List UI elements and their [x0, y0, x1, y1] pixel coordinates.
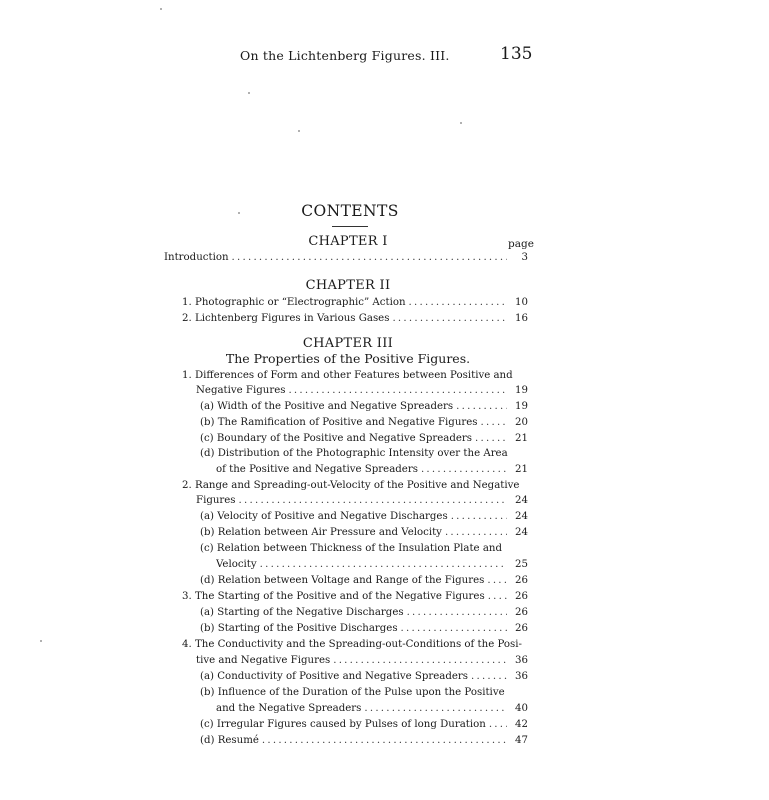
toc-entry — [200, 574, 528, 588]
toc-entry-text: (b) Starting of the Positive Discharges — [200, 623, 398, 634]
scan-speck — [460, 122, 462, 124]
dot-leader — [407, 606, 507, 620]
toc-entry-line: 4. The Conductivity and the Spreading-out-Conditions of the Posi- — [182, 639, 522, 650]
scan-speck — [40, 640, 42, 642]
dot-leader — [260, 558, 507, 572]
toc-entry — [200, 734, 528, 748]
toc-entry-page: 3 — [521, 252, 528, 263]
toc-entry-page: 36 — [515, 655, 528, 666]
toc-entry — [196, 494, 528, 508]
dot-leader — [239, 494, 507, 508]
toc-entry — [182, 312, 528, 326]
toc-entry — [196, 654, 528, 668]
toc-entry — [200, 526, 528, 540]
toc-entry-text: Negative Figures — [196, 385, 286, 396]
toc-entry-line: (c) Relation between Thickness of the Insulation Plate and — [200, 543, 502, 554]
toc-entry-page: 26 — [515, 623, 528, 634]
dot-leader — [487, 574, 507, 588]
toc-entry — [200, 670, 528, 684]
toc-entry-page: 19 — [515, 401, 528, 412]
toc-entry-text: 1. Photographic or “Electrographic” Action — [182, 297, 406, 308]
toc-entry-page: 21 — [515, 433, 528, 444]
dot-leader — [471, 670, 507, 684]
dot-leader — [333, 654, 507, 668]
scan-speck — [160, 8, 162, 10]
toc-entry-text: (d) Relation between Voltage and Range of the Figures — [200, 575, 485, 586]
toc-entry-page: 42 — [515, 719, 528, 730]
toc-entry-introduction — [164, 251, 528, 265]
dot-leader — [288, 384, 507, 398]
toc-entry — [216, 558, 528, 572]
title-rule — [332, 226, 368, 227]
toc-entry-text: (d) Resumé — [200, 735, 259, 746]
page-number: 135 — [500, 44, 533, 64]
toc-entry-page: 24 — [515, 527, 528, 538]
dot-leader — [489, 718, 507, 732]
toc-entry-line: 2. Range and Spreading-out-Velocity of the Positive and Negative — [182, 480, 520, 491]
toc-entry-text: tive and Negative Figures — [196, 655, 331, 666]
dot-leader — [232, 251, 507, 265]
toc-entry — [182, 590, 528, 604]
dot-leader — [409, 296, 507, 310]
toc-entry-page: 36 — [515, 671, 528, 682]
toc-entry — [216, 463, 528, 477]
toc-entry-text: (a) Starting of the Negative Discharges — [200, 607, 404, 618]
toc-entry-text: Velocity — [216, 559, 257, 570]
toc-entry — [182, 296, 528, 310]
dot-leader — [488, 590, 507, 604]
toc-entry — [200, 718, 528, 732]
toc-entry-text: (a) Velocity of Positive and Negative Discharges — [200, 511, 448, 522]
toc-entry-page: 25 — [515, 559, 528, 570]
toc-entry-text: (b) Relation between Air Pressure and Velocity — [200, 527, 442, 538]
toc-entry-page: 16 — [515, 313, 528, 324]
toc-entry-text: of the Positive and Negative Spreaders — [216, 464, 418, 475]
toc-entry — [196, 384, 528, 398]
toc-entry-page: 21 — [515, 464, 528, 475]
dot-leader — [262, 734, 507, 748]
dot-leader — [401, 622, 507, 636]
toc-entry — [200, 606, 528, 620]
toc-entry-text: Introduction — [164, 252, 229, 263]
running-title: On the Lichtenberg Figures. III. — [240, 48, 450, 63]
dot-leader — [475, 432, 507, 446]
toc-entry — [200, 510, 528, 524]
toc-entry-page: 26 — [515, 607, 528, 618]
toc-entry-line: (b) Influence of the Duration of the Pulse upon the Positive — [200, 687, 505, 698]
dot-leader — [451, 510, 507, 524]
contents-title: CONTENTS — [301, 202, 399, 220]
scan-speck — [298, 130, 300, 132]
toc-entry — [200, 432, 528, 446]
dot-leader — [364, 702, 507, 716]
toc-entry-text: (c) Irregular Figures caused by Pulses of long Duration — [200, 719, 486, 730]
toc-entry-line: 1. Differences of Form and other Features between Positive and — [182, 370, 513, 381]
dot-leader — [456, 400, 507, 414]
dot-leader — [445, 526, 507, 540]
toc-entry — [200, 622, 528, 636]
toc-entry — [200, 416, 528, 430]
toc-entry-text: (a) Conductivity of Positive and Negative Spreaders — [200, 671, 468, 682]
toc-entry — [216, 702, 528, 716]
chapter-3-subtitle: The Properties of the Positive Figures. — [225, 351, 471, 366]
toc-entry — [200, 400, 528, 414]
dot-leader — [421, 463, 507, 477]
toc-entry-page: 40 — [515, 703, 528, 714]
toc-entry-text: 3. The Starting of the Positive and of the Negative Figures — [182, 591, 485, 602]
toc-entry-page: 10 — [515, 297, 528, 308]
toc-entry-text: Figures — [196, 495, 236, 506]
toc-entry-text: (b) The Ramification of Positive and Negative Figures — [200, 417, 478, 428]
toc-entry-page: 24 — [515, 511, 528, 522]
toc-entry-page: 20 — [515, 417, 528, 428]
chapter-1-heading: CHAPTER I — [308, 234, 388, 249]
chapter-3-heading: CHAPTER III — [302, 336, 394, 351]
dot-leader — [392, 312, 507, 326]
dot-leader — [481, 416, 507, 430]
toc-entry-page: 26 — [515, 575, 528, 586]
page-column-label: page — [508, 238, 534, 250]
toc-entry-text: and the Negative Spreaders — [216, 703, 362, 714]
toc-entry-line: (d) Distribution of the Photographic Intensity over the Area — [200, 448, 508, 459]
toc-entry-page: 24 — [515, 495, 528, 506]
toc-entry-text: 2. Lichtenberg Figures in Various Gases — [182, 313, 390, 324]
toc-entry-page: 26 — [515, 591, 528, 602]
toc-entry-page: 19 — [515, 385, 528, 396]
toc-entry-page: 47 — [515, 735, 528, 746]
scan-speck — [248, 92, 250, 94]
scan-speck — [238, 212, 240, 214]
chapter-2-heading: CHAPTER II — [305, 278, 391, 293]
toc-entry-text: (c) Boundary of the Positive and Negative Spreaders — [200, 433, 473, 444]
toc-entry-text: (a) Width of the Positive and Negative Spreaders — [200, 401, 454, 412]
